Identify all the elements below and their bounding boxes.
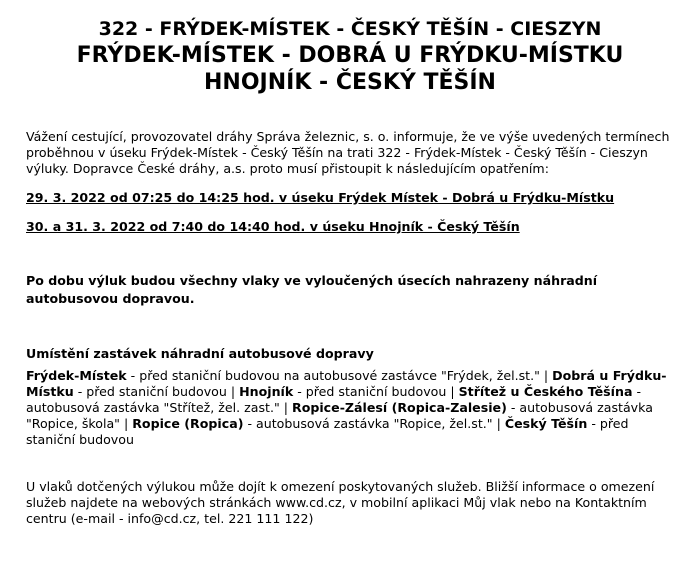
- stops-list: [26, 368, 674, 448]
- stop-name: Hnojník: [239, 383, 294, 399]
- route-title: 322 - FRÝDEK-MÍSTEK - ČESKÝ TĚŠÍN - CIESZYN: [98, 18, 602, 40]
- stop-name: Frýdek-Místek: [26, 367, 127, 383]
- stop-description: - před staniční budovou: [26, 415, 629, 447]
- stop-name: Český Těšín: [504, 415, 588, 431]
- intro-paragraph: Vážení cestující, provozovatel dráhy Správa železnic, s. o. informuje, že ve výše uvedených termínech proběhnou v úseku Frýdek-Místek - Český Těšín na trati 322 - Frýdek-Místek - Český Těšín - Cieszyn výluky. Dopravce České dráhy, a.s. proto musí přistoupit k následujícím opatřením:: [26, 128, 670, 176]
- stop-name: Dobrá u Frýdku-Místku: [26, 367, 667, 399]
- stop-name: Střítež u Českého Těšína: [458, 383, 633, 399]
- stop-description: - autobusová zastávka "Střítež, žel. zast." |: [26, 383, 642, 415]
- closure-date-1: 29. 3. 2022 od 07:25 do 14:25 hod. v úseku Frýdek Místek - Dobrá u Frýdku-Místku: [26, 189, 615, 205]
- stop-description: - před staniční budovou |: [293, 383, 459, 399]
- bus-replacement-notice: Po dobu výluk budou všechny vlaky ve vyloučených úsecích nahrazeny náhradní autobusovou dopravou.: [26, 272, 598, 306]
- section-title-1: FRÝDEK-MÍSTEK - DOBRÁ U FRÝDKU-MÍSTKU: [76, 42, 624, 68]
- stop-name: Ropice (Ropica): [132, 415, 244, 431]
- stop-description: - autobusová zastávka "Ropice, škola" |: [26, 399, 653, 431]
- footer-info: U vlaků dotčených výlukou může dojít k omezení poskytovaných služeb. Bližší informace o omezení služeb najdete na webových stránkách www.cd.cz, v mobilní aplikaci Můj vlak nebo na Kontaktním centru (e-mail - info@cd.cz, tel. 221 111 122): [26, 478, 655, 526]
- stop-description: - autobusová zastávka "Ropice, žel.st." |: [243, 415, 505, 431]
- stop-description: - před staniční budovou na autobusové zastávce "Frýdek, žel.st." |: [126, 367, 553, 383]
- section-title-2: HNOJNÍK - ČESKÝ TĚŠÍN: [204, 70, 496, 96]
- stops-heading: Umístění zastávek náhradní autobusové dopravy: [26, 345, 374, 361]
- closure-date-2: 30. a 31. 3. 2022 od 7:40 do 14:40 hod. v úseku Hnojník - Český Těšín: [26, 218, 520, 234]
- stop-description: - před staniční budovou |: [73, 383, 240, 399]
- stop-name: Ropice-Zálesí (Ropica-Zalesie): [292, 399, 507, 415]
